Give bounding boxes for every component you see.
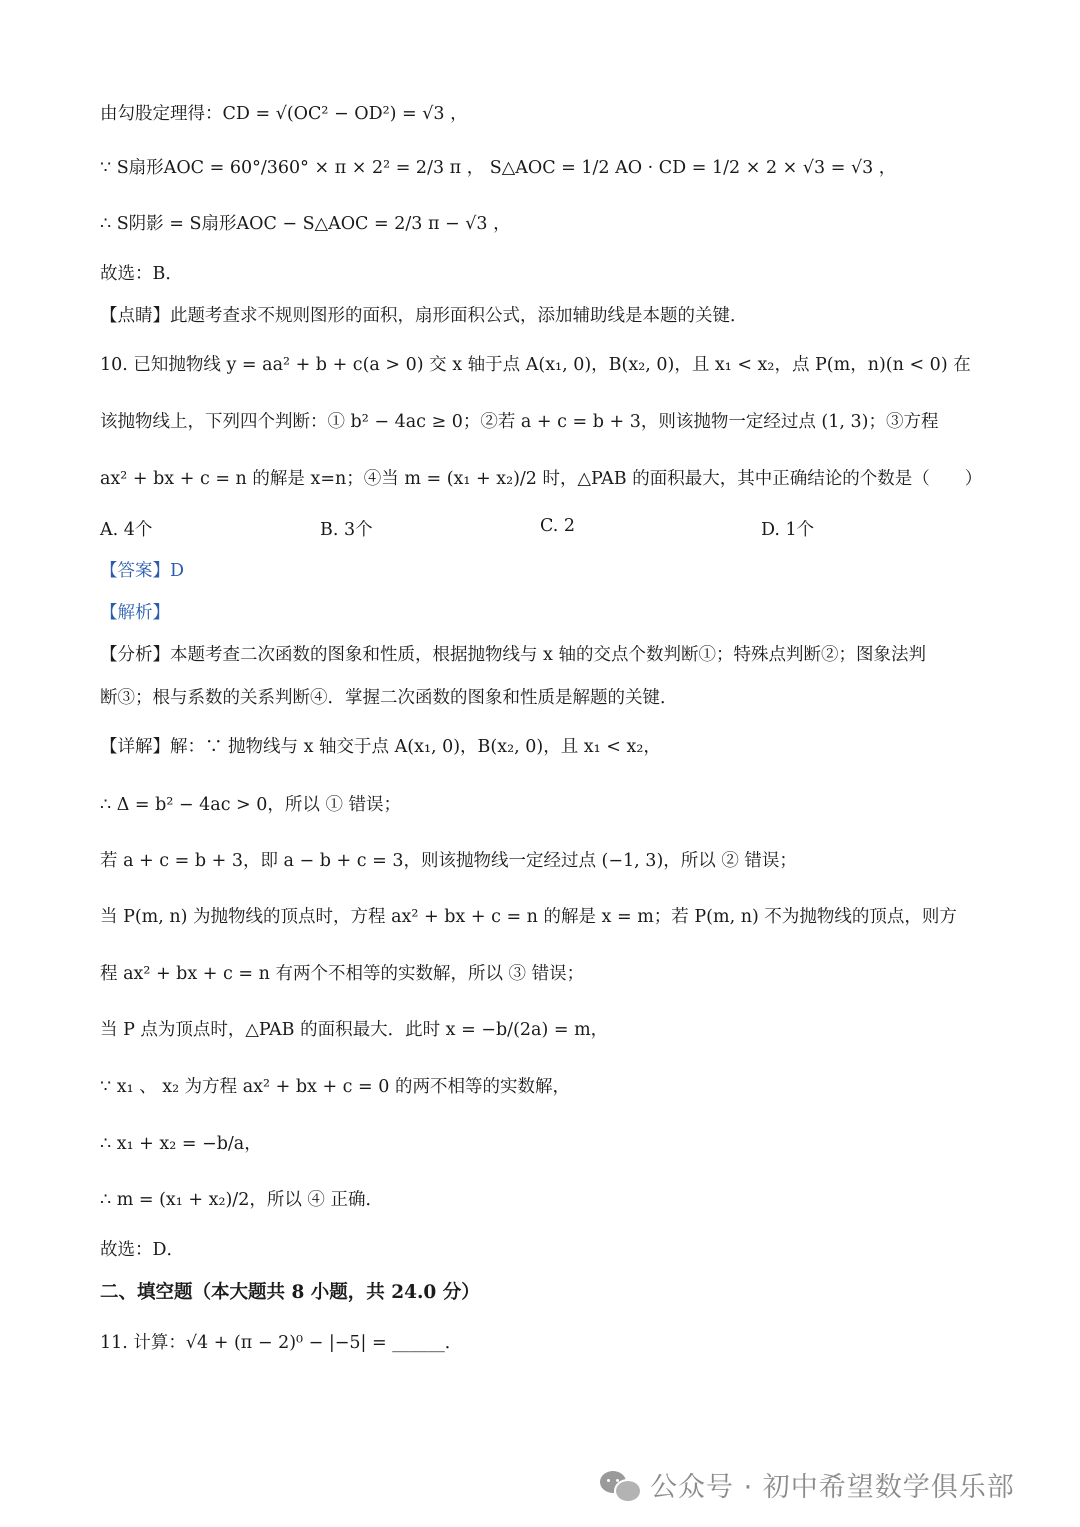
question-11-line: 11. 计算：√4 + (π − 2)⁰ − |−5| = ______．	[100, 1333, 463, 1353]
detail-line-8: ∴ x₁ + x₂ = −b/a，	[100, 1134, 262, 1154]
question-10-line-3: ax² + bx + c = n 的解是 x=n；④当 m = (x₁ + x₂)/2 时，△PAB 的面积最大，其中正确结论的个数是（ ）	[100, 469, 983, 489]
wechat-icon	[600, 1467, 640, 1501]
analysis-line-1: 【分析】本题考查二次函数的图象和性质，根据抛物线与 x 轴的交点个数判断①；特殊点判断②；图象法判	[100, 645, 926, 665]
pythagorean-line: 由勾股定理得：CD = √(OC² − OD²) = √3 ，	[100, 104, 468, 124]
choice-b-line: 故选：B．	[100, 264, 183, 284]
detail-line-6: 当 P 点为顶点时，△PAB 的面积最大．此时 x = −b/(2a) = m，	[100, 1020, 609, 1040]
footer-text: 公众号 · 初中希望数学俱乐部	[650, 1471, 1015, 1503]
option-b: B. 3个	[320, 520, 373, 540]
shaded-area-line: ∴ S阴影 = S扇形AOC − S△AOC = 2/3 π − √3 ，	[100, 214, 511, 234]
option-c: C. 2	[540, 516, 576, 536]
choice-d-line: 故选：D．	[100, 1240, 185, 1260]
footer-watermark	[600, 1462, 1015, 1506]
detail-line-3: 若 a + c = b + 3，即 a − b + c = 3，则该抛物线一定经过点 (−1, 3)，所以 ② 错误；	[100, 851, 797, 871]
sector-area-line: ∵ S扇形AOC = 60°/360° × π × 2² = 2/3 π ， S△AOC = 1/2 AO · CD = 1/2 × 2 × √3 = √3 ，	[100, 158, 897, 178]
answer-line: 【答案】D	[100, 561, 185, 581]
detail-line-2: ∴ Δ = b² − 4ac > 0，所以 ① 错误；	[100, 795, 402, 815]
analysis-line-2: 断③；根与系数的关系判断④．掌握二次函数的图象和性质是解题的关键．	[100, 688, 678, 708]
detail-line-9: ∴ m = (x₁ + x₂)/2，所以 ④ 正确．	[100, 1190, 383, 1210]
option-a: A. 4个	[100, 520, 153, 540]
question-10-line-1: 10. 已知抛物线 y = aa² + b + c(a > 0) 交 x 轴于点 A(x₁, 0)，B(x₂, 0)，且 x₁ < x₂，点 P(m，n)(n < 0) 在	[100, 355, 971, 375]
comment-line: 【点睛】此题考查求不规则图形的面积，扇形面积公式，添加辅助线是本题的关键．	[100, 306, 748, 326]
detail-line-7: ∵ x₁ 、 x₂ 为方程 ax² + bx + c = 0 的两不相等的实数解，	[100, 1077, 570, 1097]
option-d: D. 1个	[761, 520, 815, 540]
detail-line-1: 【详解】解：∵ 抛物线与 x 轴交于点 A(x₁, 0)，B(x₂, 0)，且 x₁ < x₂，	[100, 737, 661, 757]
question-10-line-2: 该抛物线上，下列四个判断：① b² − 4ac ≥ 0；②若 a + c = b + 3，则该抛物一定经过点 (1, 3)；③方程	[100, 412, 939, 432]
section-heading: 二、填空题（本大题共 8 小题，共 24.0 分）	[100, 1282, 480, 1303]
detail-line-4: 当 P(m, n) 为抛物线的顶点时，方程 ax² + bx + c = n 的解是 x = m；若 P(m, n) 不为抛物线的顶点，则方	[100, 907, 957, 927]
detail-line-5: 程 ax² + bx + c = n 有两个不相等的实数解，所以 ③ 错误；	[100, 964, 585, 984]
analysis-heading: 【解析】	[100, 603, 170, 623]
